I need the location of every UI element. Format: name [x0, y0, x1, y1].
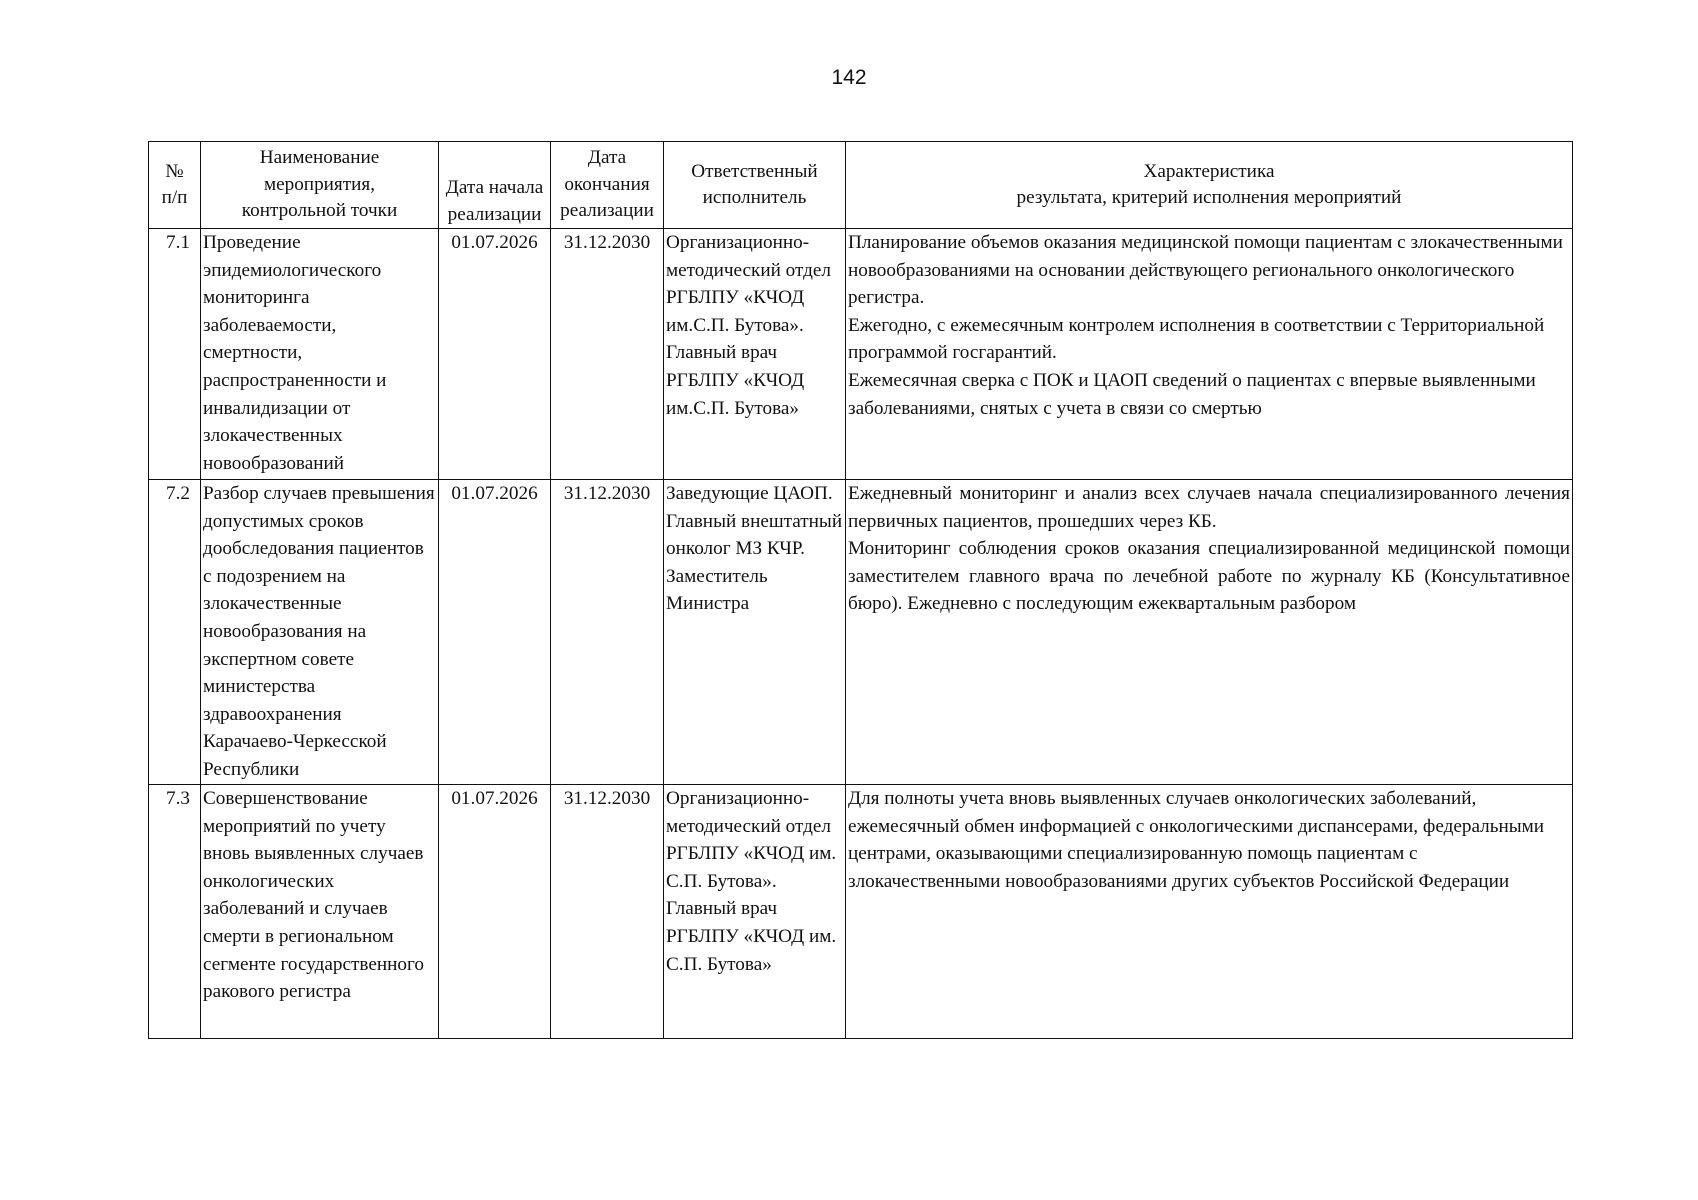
row-number: 7.1 — [149, 229, 201, 480]
header-name: Наименование мероприятия, контрольной точки — [201, 142, 439, 229]
row-responsible: Заведующие ЦАОП. Главный внештатный онколог МЗ КЧР. Заместитель Министра — [664, 480, 846, 785]
measures-table — [148, 141, 1573, 1039]
header-start-date: Дата начала реализации — [439, 142, 551, 229]
row-responsible: Организационно-методический отдел РГБЛПУ «КЧОД им. С.П. Бутова». Главный врач РГБЛПУ «КЧОД им. С.П. Бутова» — [664, 785, 846, 1039]
table-row — [149, 229, 1573, 480]
row-responsible: Организационно-методический отдел РГБЛПУ «КЧОД им.С.П. Бутова». Главный врач РГБЛПУ «КЧОД им.С.П. Бутова» — [664, 229, 846, 480]
table-header-row — [149, 142, 1573, 229]
row-start-date: 01.07.2026 — [439, 229, 551, 480]
row-end-date: 31.12.2030 — [551, 480, 664, 785]
row-result: Для полноты учета вновь выявленных случаев онкологических заболеваний, ежемесячный обмен информацией с онкологическими диспансерами, федеральными центрами, оказывающими специализированную помощь пациентам с злокачественными новообразованиями других субъектов Российской Федерации — [846, 785, 1573, 1039]
table-row — [149, 480, 1573, 785]
row-number: 7.3 — [149, 785, 201, 1039]
header-responsible: Ответственный исполнитель — [664, 142, 846, 229]
table-row — [149, 785, 1573, 1039]
header-num: № п/п — [149, 142, 201, 229]
row-name: Проведение эпидемиологического мониторинга заболеваемости, смертности, распространенности и инвалидизации от злокачественных новообразований — [201, 229, 439, 480]
row-start-date: 01.07.2026 — [439, 480, 551, 785]
page-number: 142 — [831, 66, 867, 89]
row-result: Ежедневный мониторинг и анализ всех случаев начала специализированного лечения первичных пациентов, прошедших через КБ. Мониторинг соблюдения сроков оказания специализированной медицинской помощи заместителем главного врача по лечебной работе по журналу КБ (Консультативное бюро). Ежедневно с последующим ежеквартальным разбором — [846, 480, 1573, 785]
row-result: Планирование объемов оказания медицинской помощи пациентам с злокачественными новообразованиями на основании действующего регионального онкологического регистра. Ежегодно, с ежемесячным контролем исполнения в соответствии с Территориальной программой госгарантий. Ежемесячная сверка с ПОК и ЦАОП сведений о пациентах с впервые выявленными заболеваниями, снятых с учета в связи со смертью — [846, 229, 1573, 480]
row-number: 7.2 — [149, 480, 201, 785]
header-result: Характеристика результата, критерий исполнения мероприятий — [846, 142, 1573, 229]
row-end-date: 31.12.2030 — [551, 785, 664, 1039]
row-name: Разбор случаев превышения допустимых сроков дообследования пациентов с подозрением на злокачественные новообразования на экспертном совете министерства здравоохранения Карачаево-Черкесской Республики — [201, 480, 439, 785]
row-start-date: 01.07.2026 — [439, 785, 551, 1039]
row-end-date: 31.12.2030 — [551, 229, 664, 480]
row-name: Совершенствование мероприятий по учету вновь выявленных случаев онкологических заболеваний и случаев смерти в региональном сегменте государственного ракового регистра — [201, 785, 439, 1039]
header-end-date: Дата окончания реализации — [551, 142, 664, 229]
